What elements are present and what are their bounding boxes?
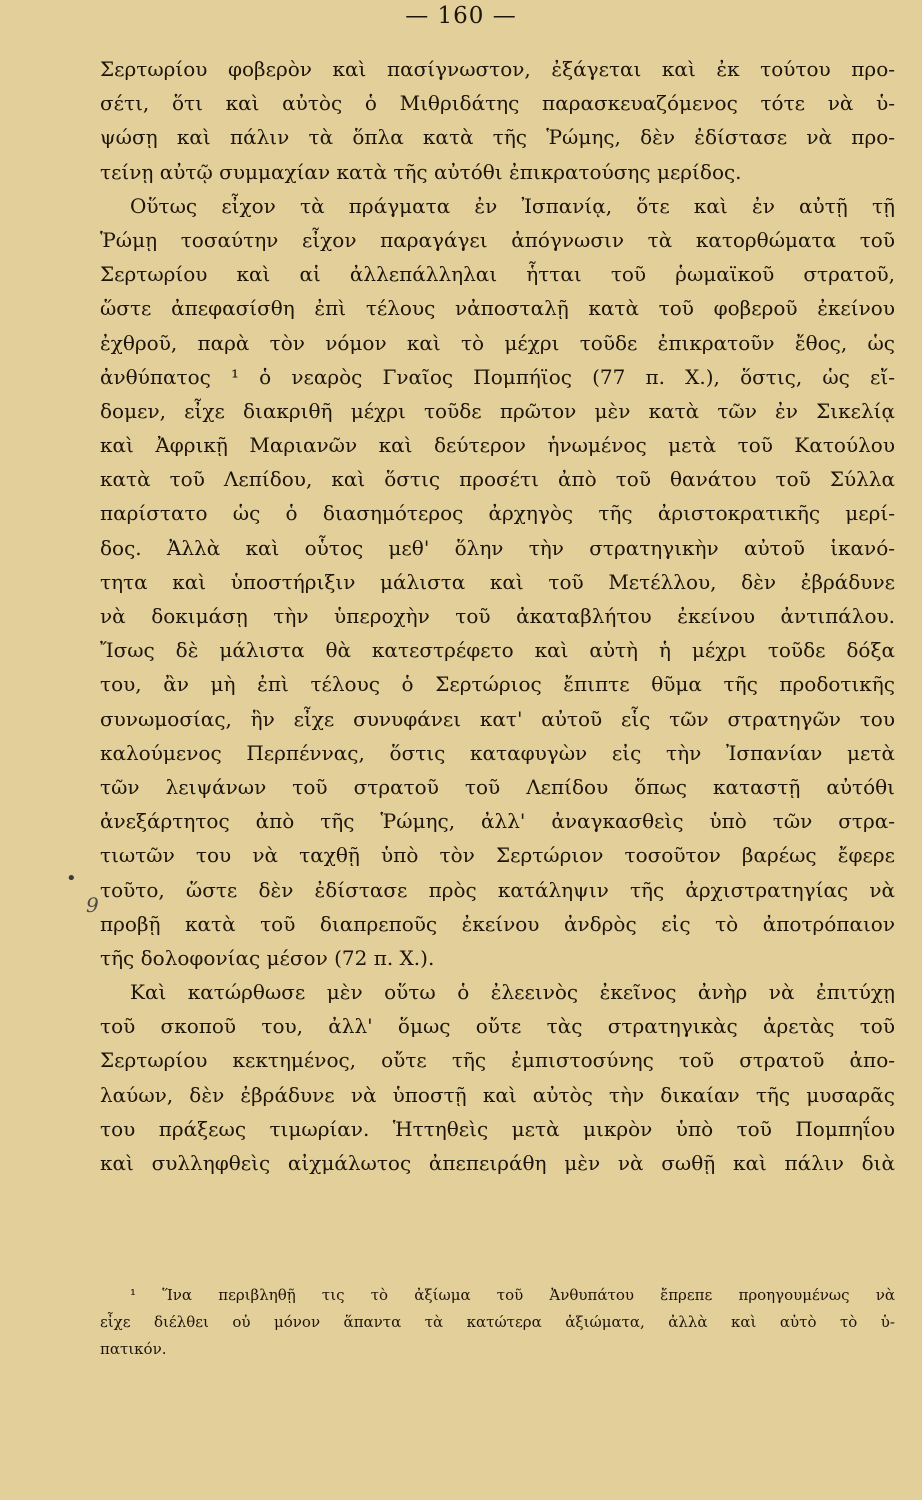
text-line: κατὰ τοῦ Λεπίδου, καὶ ὅστις προσέτι ἀπὸ τοῦ θανάτου τοῦ Σύλλα (100, 467, 895, 492)
text-line: τοῦ σκοποῦ του, ἀλλ' ὅμως οὔτε τὰς στρατηγικὰς ἀρετὰς τοῦ (100, 1014, 895, 1039)
text-line: ὥστε ἀπεφασίσθη ἐπὶ τέλους νἀποσταλῇ κατὰ τοῦ φοβεροῦ ἐκείνου (100, 296, 895, 321)
text-line: τῶν λειψάνων τοῦ στρατοῦ τοῦ Λεπίδου ὅπως καταστῇ αὐτόθι (100, 774, 895, 799)
main-text (100, 52, 895, 1180)
text-line: τοῦτο, ὥστε δὲν ἐδίστασε πρὸς κατάληψιν τῆς ἀρχιστρατηγίας νὰ (100, 877, 895, 902)
text-line: ἐχθροῦ, παρὰ τὸν νόμον καὶ τὸ μέχρι τοῦδε ἐπικρατοῦν ἔθος, ὡς (100, 330, 895, 355)
text-line: του πράξεως τιμωρίαν. Ἡττηθεὶς μετὰ μικρὸν ὑπὸ τοῦ Πομπηΐου (100, 1116, 895, 1141)
text-line: Σερτωρίου κεκτημένος, οὔτε τῆς ἐμπιστοσύνης τοῦ στρατοῦ ἀπο- (100, 1048, 895, 1073)
text-line: Ἴσως δὲ μάλιστα θὰ κατεστρέφετο καὶ αὐτὴ ἡ μέχρι τοῦδε δόξα (100, 638, 895, 663)
text-line: δος. Ἀλλὰ καὶ οὗτος μεθ' ὅλην τὴν στρατηγικὴν αὐτοῦ ἱκανό- (100, 535, 895, 560)
footnote-line: πατικόν. (100, 1340, 167, 1358)
text-line: τῆς δολοφονίας μέσον (72 π. Χ.). (100, 945, 435, 970)
text-line: Σερτωρίου φοβερὸν καὶ πασίγνωστον, ἐξάγεται καὶ ἐκ τούτου προ- (100, 57, 895, 81)
text-line: προβῇ κατὰ τοῦ διαπρεποῦς ἐκείνου ἀνδρὸς εἰς τὸ ἀποτρόπαιον (100, 911, 895, 936)
text-line: ἀνθύπατος ¹ ὁ νεαρὸς Γναῖος Πομπήϊος (77 π. Χ.), ὅστις, ὡς εἴ- (100, 364, 895, 389)
page-number: — 160 — (405, 3, 517, 29)
text-line: δομεν, εἶχε διακριθῆ μέχρι τοῦδε πρῶτον μὲν κατὰ τῶν ἐν Σικελίᾳ (100, 398, 895, 423)
text-line: τιωτῶν του νὰ ταχθῇ ὑπὸ τὸν Σερτώριον τοσοῦτον βαρέως ἔφερε (100, 843, 895, 868)
text-line: λαύων, δὲν ἐβράδυνε νὰ ὑποστῇ καὶ αὐτὸς τὴν δικαίαν τῆς μυσαρᾶς (100, 1082, 895, 1107)
footnotes (100, 1282, 895, 1363)
margin-dot-mark: • (66, 868, 77, 889)
text-line: τείνῃ αὐτῷ συμμαχίαν κατὰ τῆς αὐτόθι ἐπικρατούσης μερίδος. (100, 159, 742, 184)
text-line: ἀνεξάρτητος ἀπὸ τῆς Ῥώμης, ἀλλ' ἀναγκασθεὶς ὑπὸ τῶν στρα- (100, 809, 895, 834)
text-line: νὰ δοκιμάσῃ τὴν ὑπεροχὴν τοῦ ἀκαταβλήτου ἐκείνου ἀντιπάλου. (100, 604, 895, 628)
text-line: Ῥώμῃ τοσαύτην εἶχον παραγάγει ἀπόγνωσιν τὰ κατορθώματα τοῦ (100, 227, 895, 252)
text-line: τητα καὶ ὑποστήριξιν μάλιστα καὶ τοῦ Μετέλλου, δὲν ἐβράδυνε (100, 569, 895, 594)
text-line: καὶ συλληφθεὶς αἰχμάλωτος ἀπεπειράθη μὲν νὰ σωθῇ καὶ πάλιν διὰ (100, 1151, 895, 1175)
text-line: Σερτωρίου καὶ αἱ ἀλλεπάλληλαι ἧτται τοῦ ῥωμαϊκοῦ στρατοῦ, (100, 262, 895, 287)
pencil-annotation: 9 (86, 893, 99, 917)
text-line: Καὶ κατώρθωσε μὲν οὕτω ὁ ἐλεεινὸς ἐκεῖνος ἀνὴρ νὰ ἐπιτύχῃ (130, 980, 895, 1005)
text-line: Οὕτως εἶχον τὰ πράγματα ἐν Ἰσπανίᾳ, ὅτε καὶ ἐν αὐτῇ τῇ (130, 193, 895, 218)
text-line: συνωμοσίας, ἣν εἶχε συνυφάνει κατ' αὐτοῦ εἷς τῶν στρατηγῶν του (100, 706, 895, 731)
text-line: καλούμενος Περπέννας, ὅστις καταφυγὼν εἰς τὴν Ἰσπανίαν μετὰ (100, 740, 895, 765)
text-line: του, ἂν μὴ ἐπὶ τέλους ὁ Σερτώριος ἔπιπτε θῦμα τῆς προδοτικῆς (100, 672, 895, 697)
text-line: σέτι, ὅτι καὶ αὐτὸς ὁ Μιθριδάτης παρασκευαζόμενος τότε νὰ ὑ- (100, 91, 895, 116)
text-line: καὶ Ἀφρικῇ Μαριανῶν καὶ δεύτερον ἡνωμένος μετὰ τοῦ Κατούλου (100, 433, 895, 458)
text-line: παρίστατο ὡς ὁ διασημότερος ἀρχηγὸς τῆς ἀριστοκρατικῆς μερί- (100, 501, 895, 526)
footnote-line: ¹ Ἵνα περιβληθῇ τις τὸ ἀξίωμα τοῦ Ἀνθυπάτου ἔπρεπε προηγουμένως νὰ (130, 1286, 895, 1304)
footnote-line: εἶχε διέλθει οὐ μόνον ἅπαντα τὰ κατώτερα ἀξιώματα, ἀλλὰ καὶ αὐτὸ τὸ ὑ- (100, 1313, 895, 1331)
text-line: ψώσῃ καὶ πάλιν τὰ ὅπλα κατὰ τῆς Ῥώμης, δὲν ἐδίστασε νὰ προ- (100, 125, 895, 150)
